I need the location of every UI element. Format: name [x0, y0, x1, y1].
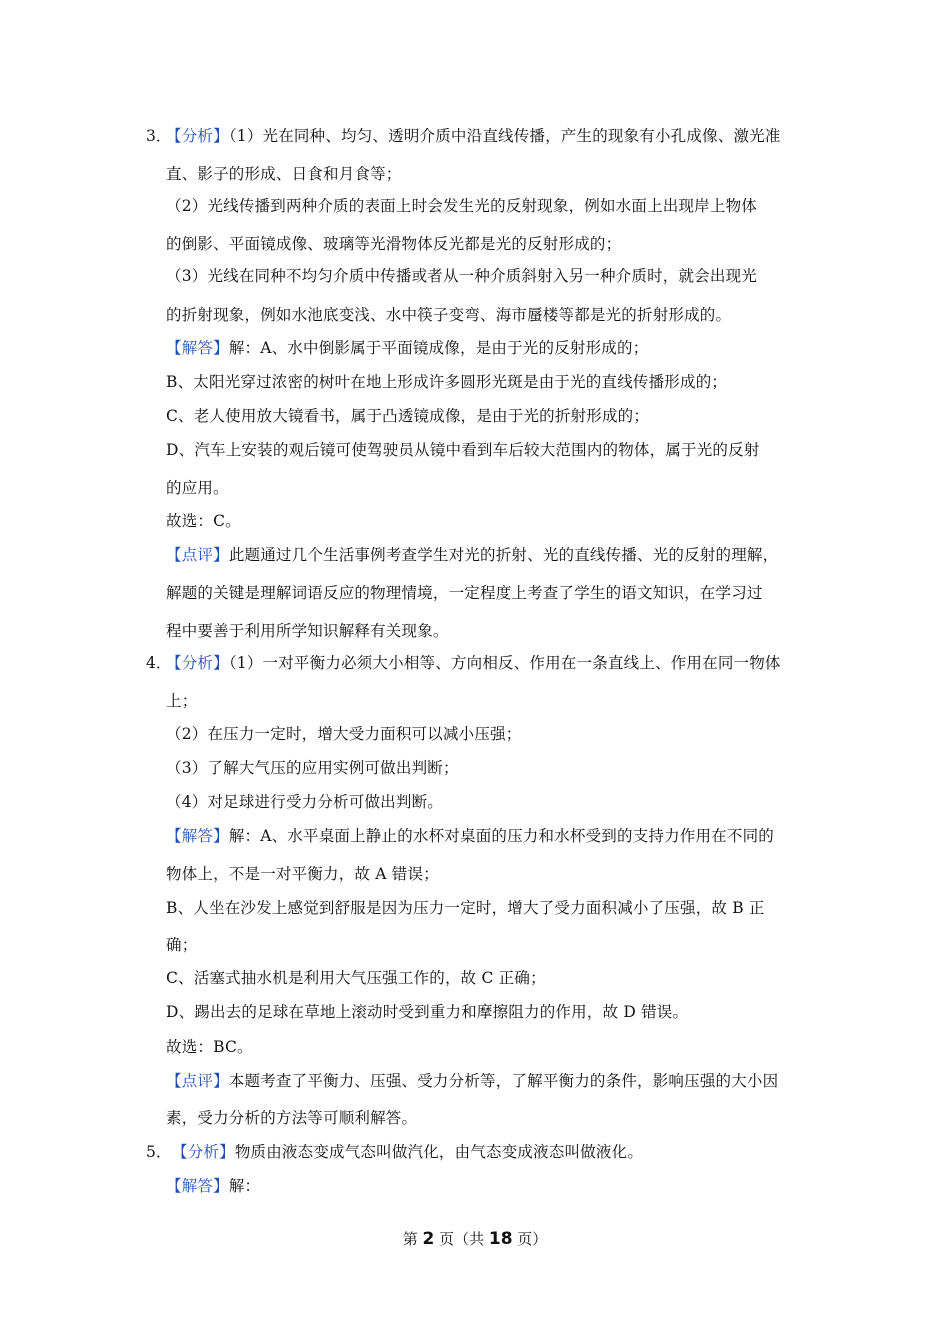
- answer-line: 确；: [166, 936, 198, 954]
- comment-line: 程中要善于利用所学知识解释有关现象。: [166, 622, 449, 640]
- analysis-line: 的折射现象，例如水池底变浅、水中筷子变弯、海市蜃楼等都是光的折射形成的。: [166, 306, 732, 324]
- comment-line: 素，受力分析的方法等可顺利解答。: [166, 1109, 418, 1127]
- analysis-line: 的倒影、平面镜成像、玻璃等光滑物体反光都是光的反射形成的；: [166, 235, 622, 253]
- question-number: 3．: [146, 127, 172, 145]
- total-pages: 18: [488, 1229, 513, 1249]
- analysis-line: [172, 1142, 643, 1162]
- analysis-line: （3）了解大气压的应用实例可做出判断；: [166, 759, 459, 777]
- analysis-text: （1）一对平衡力必须大小相等、方向相反、作用在一条直线上、作用在同一物体: [228, 654, 781, 672]
- answer-line: [166, 826, 774, 846]
- analysis-text: （1）光在同种、均匀、透明介质中沿直线传播，产生的现象有小孔成像、激光准: [228, 127, 781, 145]
- footer-prefix: 第: [402, 1230, 423, 1248]
- comment-text: 本题考查了平衡力、压强、受力分析等，了解平衡力的条件，影响压强的大小因: [228, 1072, 779, 1090]
- answer-line: 故选：C。: [166, 512, 241, 530]
- answer-line: C、老人使用放大镜看书，属于凸透镜成像，是由于光的折射形成的；: [166, 407, 650, 425]
- answer-line: [166, 1176, 260, 1196]
- page-number: 2: [422, 1229, 435, 1249]
- comment-tag: 【点评】: [166, 546, 229, 564]
- answer-line: D、踢出去的足球在草地上滚动时受到重力和摩擦阻力的作用，故 D 错误。: [166, 1003, 689, 1021]
- answer-line: B、人坐在沙发上感觉到舒服是因为压力一定时，增大了受力面积减小了压强，故 B 正: [166, 899, 765, 917]
- analysis-line: （2）在压力一定时，增大受力面积可以减小压强；: [166, 725, 522, 743]
- answer-line: 的应用。: [166, 479, 229, 497]
- analysis-line: 上；: [166, 692, 198, 710]
- analysis-line: [166, 653, 781, 673]
- answer-line: [166, 338, 648, 358]
- analysis-text: 物质由液态变成气态叫做汽化，由气态变成液态叫做液化。: [234, 1143, 644, 1161]
- answer-line: 故选：BC。: [166, 1038, 253, 1056]
- footer-suffix: 页）: [512, 1230, 548, 1248]
- answer-line: B、太阳光穿过浓密的树叶在地上形成许多圆形光斑是由于光的直线传播形成的；: [166, 373, 728, 391]
- answer-text: 解：A、水平桌面上静止的水杯对桌面的压力和水杯受到的支持力作用在不同的: [228, 827, 775, 845]
- comment-line: [166, 545, 778, 565]
- analysis-tag: 【分析】: [166, 127, 229, 145]
- question-number: 4．: [146, 654, 172, 672]
- comment-line: [166, 1071, 778, 1091]
- analysis-line: （2）光线传播到两种介质的表面上时会发生光的反射现象，例如水面上出现岸上物体: [166, 197, 757, 215]
- comment-text: 此题通过几个生活事例考查学生对光的折射、光的直线传播、光的反射的理解，: [228, 546, 779, 564]
- page-footer: [0, 1228, 950, 1249]
- answer-text: 解：A、水中倒影属于平面镜成像，是由于光的反射形成的；: [228, 339, 649, 357]
- answer-tag: 【解答】: [166, 827, 229, 845]
- answer-line: 物体上，不是一对平衡力，故 A 错误；: [166, 865, 439, 883]
- answer-line: D、汽车上安装的观后镜可使驾驶员从镜中看到车后较大范围内的物体，属于光的反射: [166, 441, 760, 459]
- answer-tag: 【解答】: [166, 339, 229, 357]
- analysis-line: 直、影子的形成、日食和月食等；: [166, 165, 402, 183]
- analysis-tag: 【分析】: [172, 1143, 235, 1161]
- analysis-line: （4）对足球进行受力分析可做出判断。: [166, 793, 443, 811]
- question-number: 5．: [146, 1143, 172, 1161]
- answer-line: C、活塞式抽水机是利用大气压强工作的，故 C 正确；: [166, 969, 546, 987]
- analysis-tag: 【分析】: [166, 654, 229, 672]
- footer-mid: 页（共: [434, 1230, 489, 1248]
- answer-text: 解：: [228, 1177, 261, 1195]
- comment-tag: 【点评】: [166, 1072, 229, 1090]
- analysis-line: [166, 126, 781, 146]
- analysis-line: （3）光线在同种不均匀介质中传播或者从一种介质斜射入另一种介质时，就会出现光: [166, 267, 757, 285]
- comment-line: 解题的关键是理解词语反应的物理情境，一定程度上考查了学生的语文知识，在学习过: [166, 584, 763, 602]
- answer-tag: 【解答】: [166, 1177, 229, 1195]
